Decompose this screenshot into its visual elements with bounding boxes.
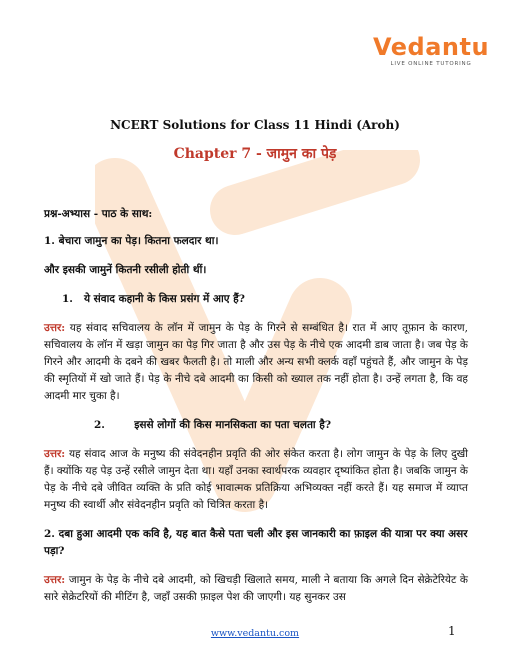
- prelude-line-2: और इसकी जामुनें कितनी रसीली होती थीं।: [44, 264, 207, 276]
- answer-3-text: जामुन के पेड़ के नीचे दबे आदमी, को खिचड़ी खिलाते समय, माली ने बताया कि अगले दिन सेक्रेटेरियेट के सारे सेक्रेटरियों की मीटिंग है, जहाँ उसकी फ़ाइल पेश की जाएगी। यह सुनकर उस: [44, 574, 468, 603]
- question-2: [44, 417, 468, 434]
- answer-2-text: यह संवाद आज के मनुष्य की संवेदनहीन प्रवृति की ओर संकेत करता है। लोग जामुन के पेड़ के लिए दुखी हैं। क्योंकि यह पेड़ उन्हें रसीले जामुन देता था। यहाँ उनका स्वार्थपरक व्यवहार दृष्यांकित होता है। जबकि जामुन के पेड़ के नीचे दबे जीवित व्यक्ति के प्रति कोई भावात्मक प्रतिक्रिया अभिव्यक्त नहीं करते हैं। यह समाज में व्याप्त मनुष्य की स्वार्थी और संवेदनहीन प्रवृति को चित्रित करता है।: [44, 448, 468, 511]
- prelude-number: 1.: [44, 235, 55, 247]
- answer-1-text: यह संवाद सचिवालय के लॉन में जामुन के पेड़ के गिरने से सम्बंधित है। रात में आए तूफ़ान के कारण, सचिवालय के लॉन में खड़ा जामुन का पेड़ गिर जाता है और उस पेड़ के नीचे एक आदमी डाब जाता है। जब पेड़ के गिरने और आदमी के दबने की खबर फैलती है। तो माली और अन्य सभी क्लर्क वहाँ पहुंचते हैं, और जामुन के पेड़ की स्मृतियों में खो जाते हैं। पेड़ के नीचे दबे आदमी का किसी को ख्याल तक नहीं होता है। उन्हें लगता है, कि वह आदमी मार चुका है।: [44, 322, 468, 402]
- prelude-line-1: [44, 233, 468, 250]
- answer-3-label: उत्तर:: [44, 574, 66, 586]
- chapter-title: Chapter 7 - जामुन का पेड़: [173, 146, 337, 162]
- question-1-number: 1.: [62, 293, 73, 305]
- question-1-text: ये संवाद कहानी के किस प्रसंग में आए हैं?: [83, 293, 245, 305]
- question-2-text: इससे लोगों की किस मानसिकता का पता चलता है?: [134, 419, 332, 431]
- website-link[interactable]: www.vedantu.com: [210, 628, 300, 639]
- answer-1: [44, 320, 468, 405]
- question-3: [44, 526, 468, 560]
- question-3-text: दबा हुआ आदमी एक कवि है, यह बात कैसे पता चली और इस जानकारी का फ़ाइल की यात्रा पर क्या असर पड़ा?: [44, 528, 468, 557]
- document-title: NCERT Solutions for Class 11 Hindi (Aroh): [110, 118, 400, 132]
- page-number: 1: [448, 624, 456, 638]
- logo-name: Vedantu: [372, 33, 490, 61]
- section-heading: प्रश्न-अभ्यास - पाठ के साथ:: [44, 208, 153, 220]
- vedantu-logo: [372, 34, 490, 67]
- logo-tagline: LIVE ONLINE TUTORING: [390, 61, 472, 67]
- answer-3: [44, 572, 468, 606]
- document-content: [44, 206, 468, 618]
- question-1: [44, 291, 468, 308]
- answer-2: [44, 446, 468, 514]
- prelude-text: बेचारा जामुन का पेड़। कितना फलदार था।: [58, 235, 219, 247]
- question-3-number: 2.: [44, 528, 55, 540]
- answer-2-label: उत्तर:: [44, 448, 66, 460]
- answer-1-label: उत्तर:: [44, 322, 66, 334]
- question-2-number: 2.: [94, 419, 105, 431]
